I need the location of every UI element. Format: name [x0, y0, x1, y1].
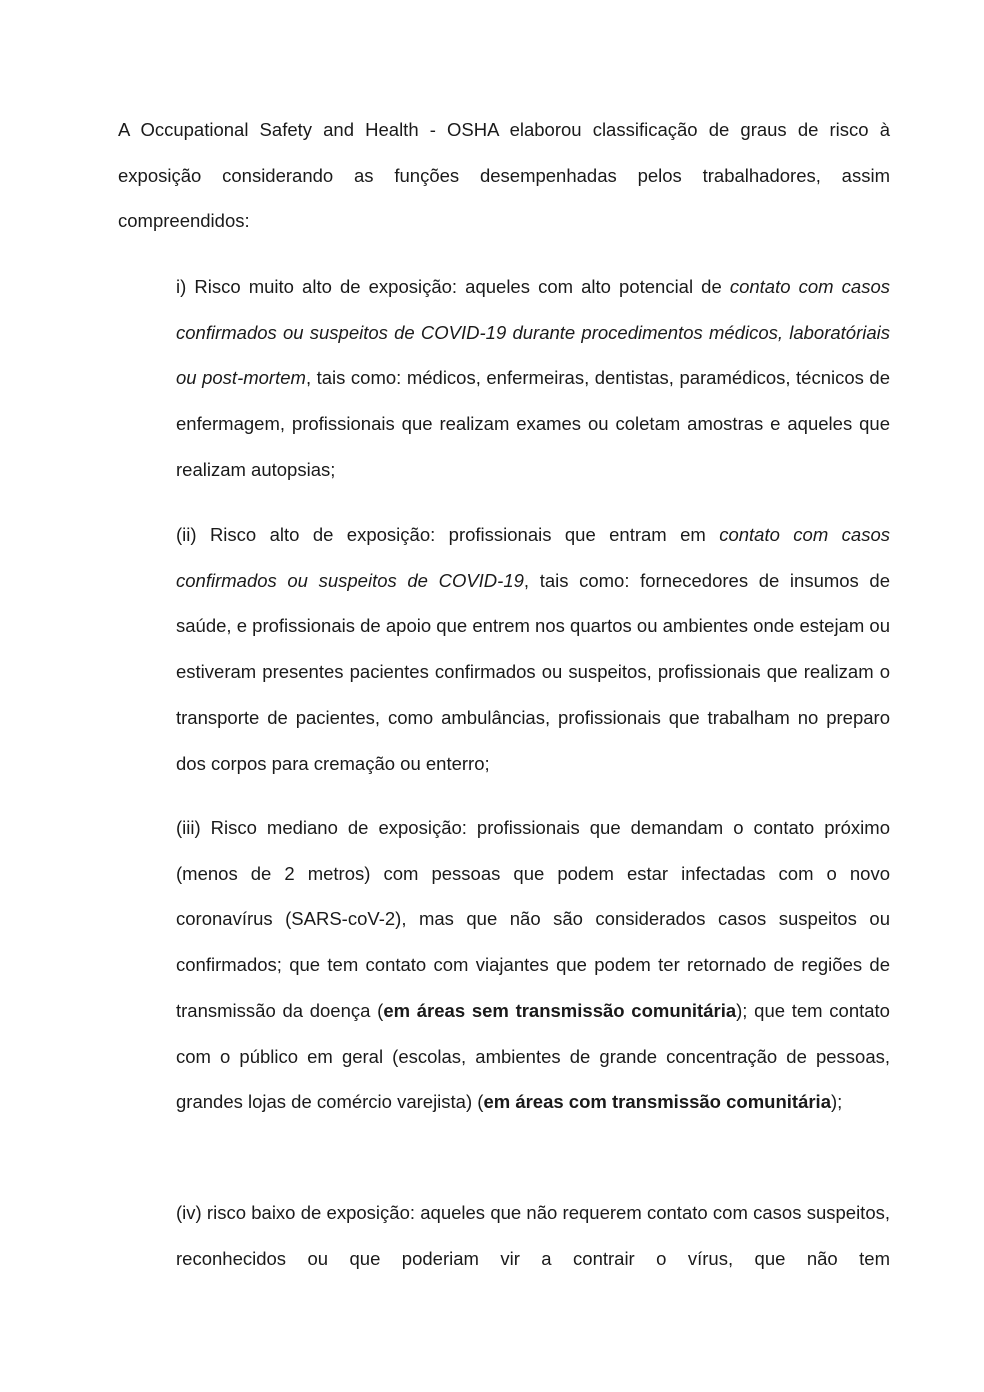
risk-low-text: (iv) risco baixo de exposição: aqueles que não requerem contato com casos suspeitos, reconhecidos ou que poderiam vir a contrair o vírus, que não tem [176, 1202, 890, 1269]
risk-medium-middle: ); que tem contato com o público em geral (escolas, ambientes de grande concentração de pessoas, grandes lojas de comércio varejista) ( [176, 999, 890, 1113]
risk-medium-lead: (iii) Risco mediano de exposição: profissionais que demandam o contato próximo (menos de 2 metros) com pessoas que podem estar infectadas com o novo coronavírus (SARS-coV-2), mas que não são considerados casos suspeitos ou confirmados; que tem contato com viajantes que podem ter retornado de regiões de transmissão da doença ( [176, 817, 890, 1021]
risk-medium-bold-no-transmission: em áreas sem transmissão comunitária [383, 999, 737, 1021]
risk-high-lead: (ii) Risco alto de exposição: profissionais que entram em [176, 524, 720, 545]
risk-medium-bold-with-transmission: em áreas com transmissão comunitária [483, 1091, 831, 1113]
risk-very-high-rest: , tais como: médicos, enfermeiras, dentistas, paramédicos, técnicos de enfermagem, profissionais que realizam exames ou coletam amostras e aqueles que realizam autopsias; [176, 367, 891, 480]
risk-high-paragraph [176, 512, 890, 786]
risk-high-emphasis: contato com casos confirmados ou suspeitos de COVID-19 [176, 524, 890, 591]
risk-very-high-paragraph [176, 264, 890, 493]
risk-high-rest: , tais como: fornecedores de insumos de saúde, e profissionais de apoio que entrem nos quartos ou ambientes onde estejam ou estiveram presentes pacientes confirmados ou suspeitos, profissionais que realizam o transporte de pacientes, como ambulâncias, profissionais que trabalham no preparo dos corpos para cremação ou enterro; [176, 569, 891, 774]
risk-medium-end: ); [830, 1091, 843, 1113]
intro-paragraph [118, 107, 890, 244]
intro-text: A Occupational Safety and Health - OSHA elaborou classificação de graus de risco à exposição considerando as funções desempenhadas pelos trabalhadores, assim compreendidos: [118, 119, 890, 232]
risk-very-high-emphasis: contato com casos confirmados ou suspeitos de COVID-19 durante procedimentos médicos, laboratóriais ou post-mortem [176, 276, 890, 389]
risk-low-paragraph [176, 1190, 890, 1281]
risk-very-high-lead: i) Risco muito alto de exposição: aqueles com alto potencial de [176, 276, 730, 297]
risk-medium-paragraph [176, 805, 890, 1125]
